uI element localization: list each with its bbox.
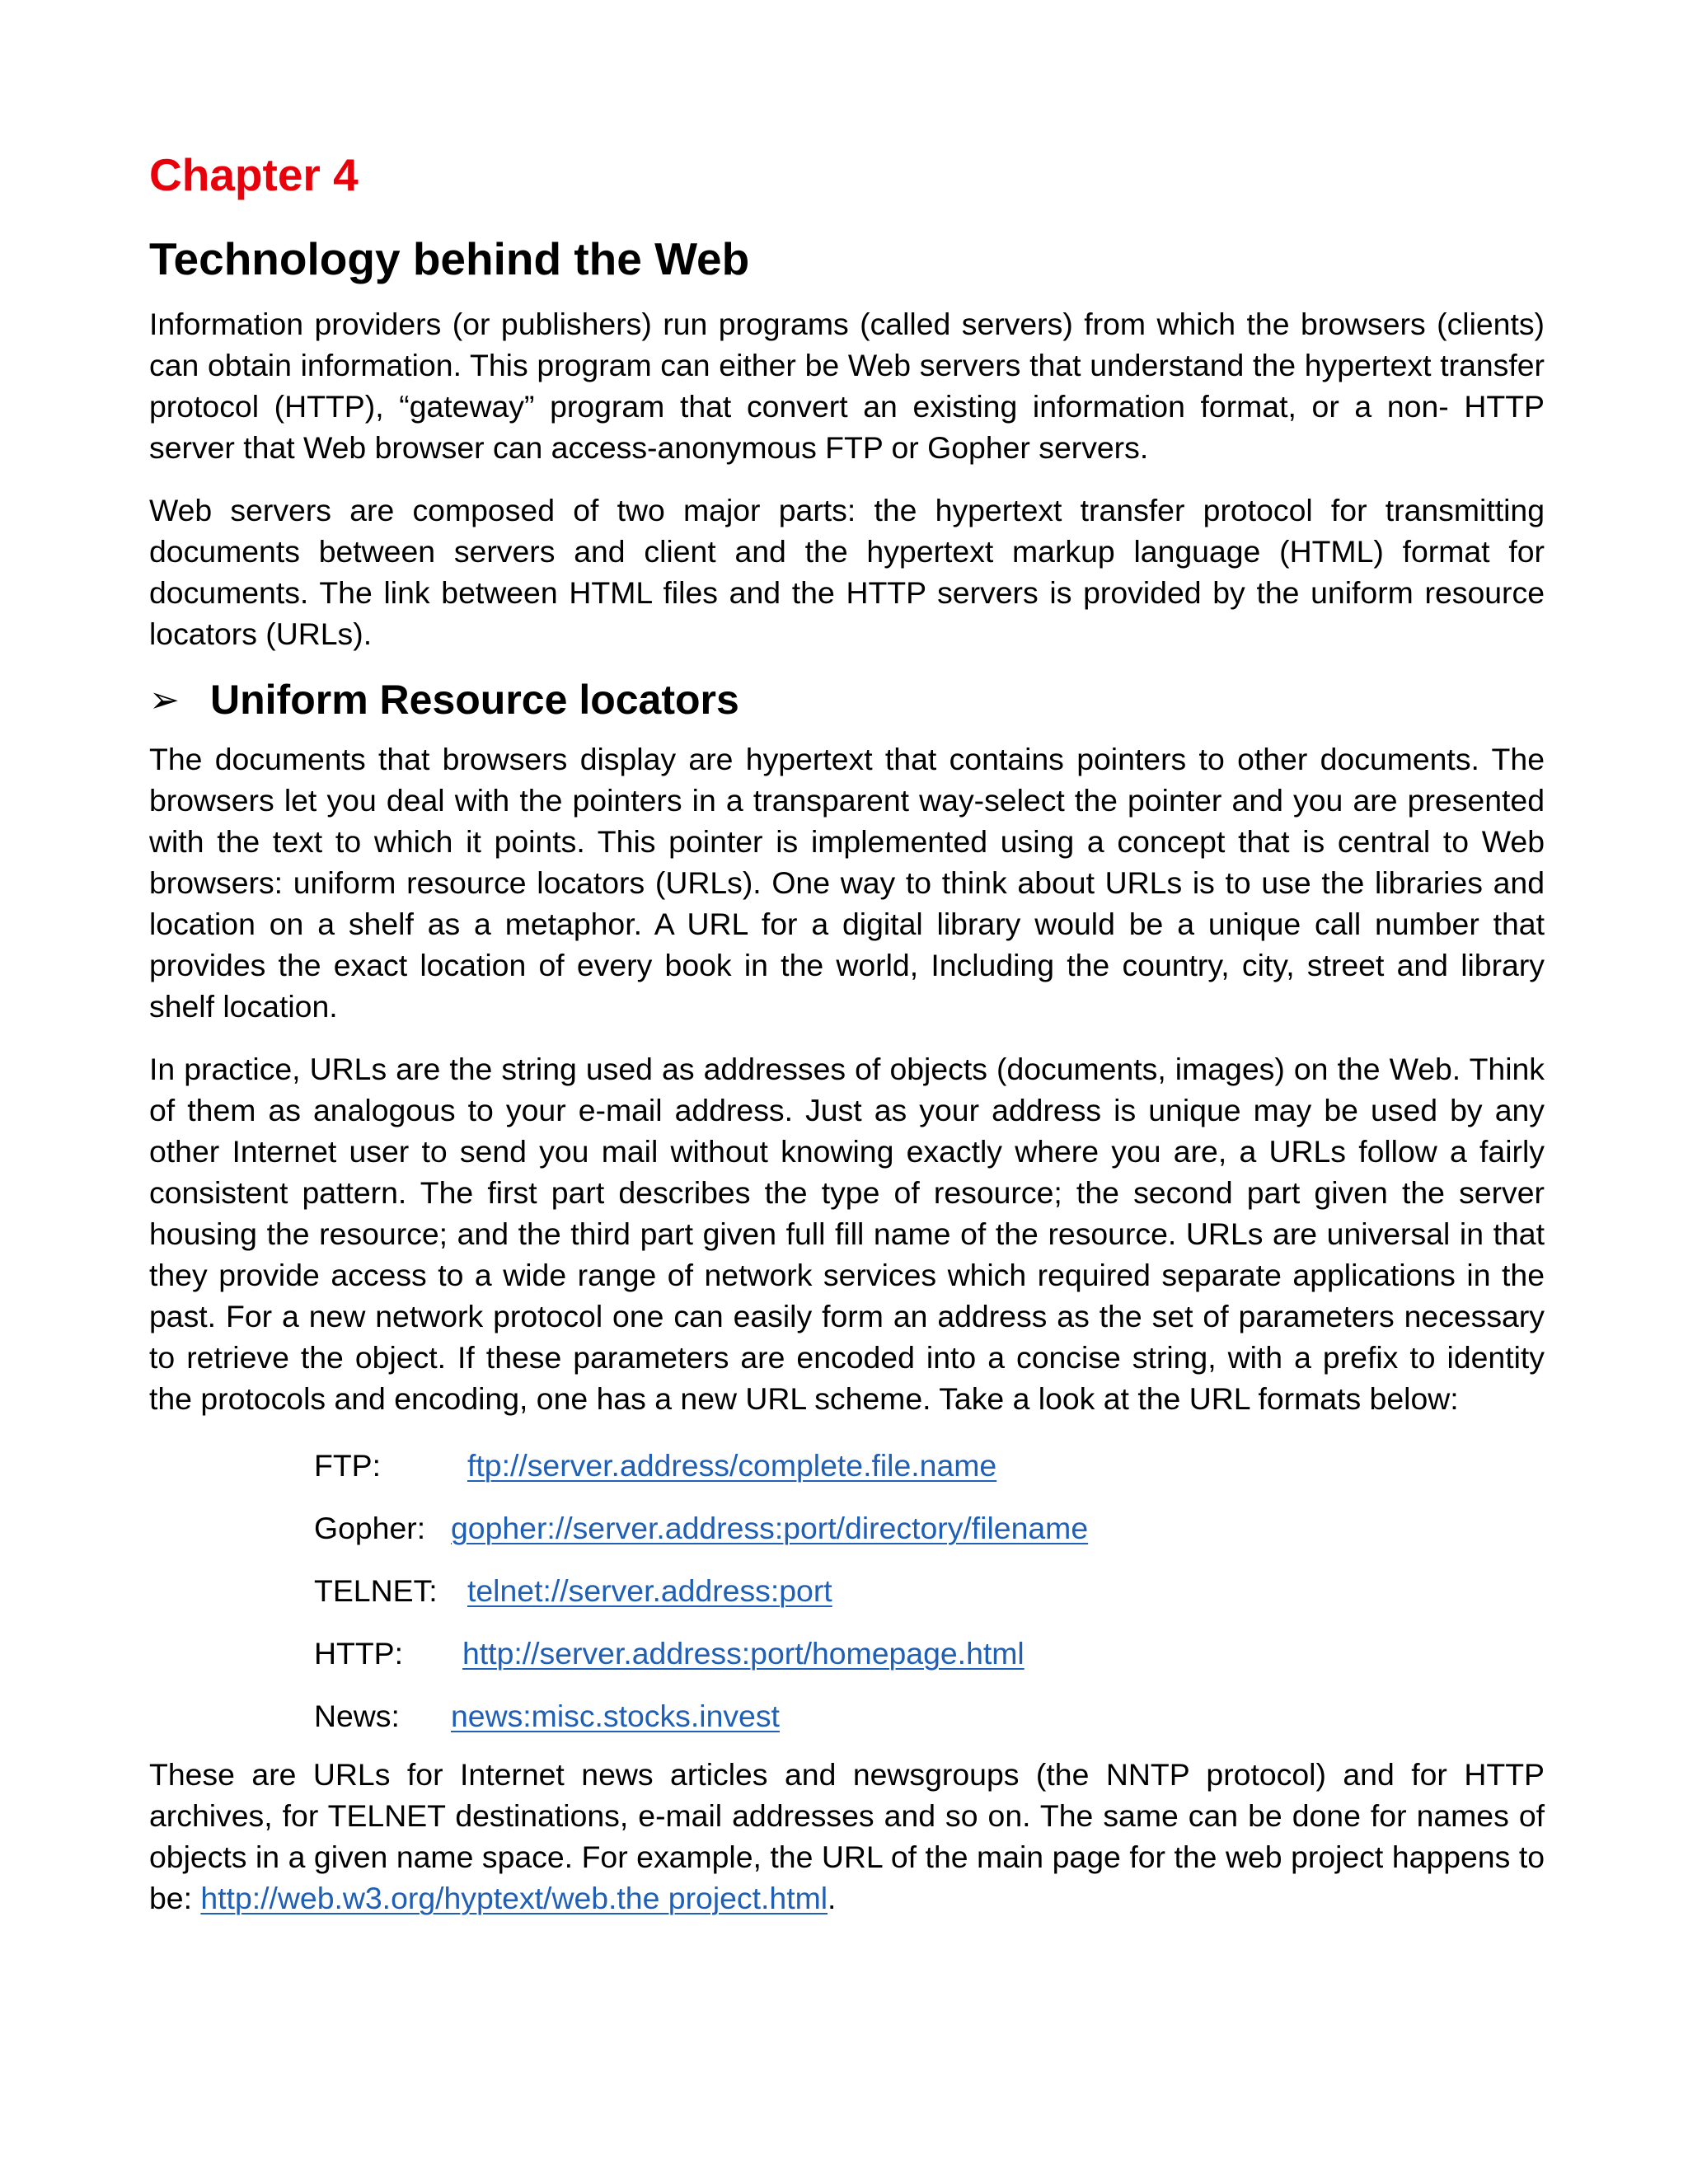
url-format-row xyxy=(314,1434,1545,1497)
arrow-bullet-icon: ➢ xyxy=(149,678,180,721)
section-title: Uniform Resource locators xyxy=(210,677,739,723)
page-title: Technology behind the Web xyxy=(149,233,750,284)
w3-project-link[interactable]: http://web.w3.org/hyptext/web.the project.html xyxy=(200,1881,828,1915)
closing-period: . xyxy=(828,1881,837,1915)
url-format-label: FTP: xyxy=(314,1447,382,1483)
section-heading xyxy=(149,671,1545,729)
url-format-row xyxy=(314,1622,1545,1685)
url-format-row xyxy=(314,1559,1545,1622)
url-format-label: HTTP: xyxy=(314,1635,404,1671)
paragraph-web-servers: Web servers are composed of two major parts: the hypertext transfer protocol for transmitting documents between servers and client and the hypertext markup language (HTML) format for documents. The link between HTML files and the HTTP servers is provided by the uniform resource locators (URLs). xyxy=(149,493,1545,651)
paragraph-urls-intro: The documents that browsers display are hypertext that contains pointers to other documents. The browsers let you deal with the pointers in a transparent way-select the pointer and you are presented with the text to which it points. This pointer is implemented using a concept that is central to Web browsers: uniform resource locators (URLs). One way to think about URLs is to use the libraries and location on a shelf as a metaphor. A URL for a digital library would be a unique call number that provides the exact location of every book in the world, Including the country, city, street and library shelf location. xyxy=(149,742,1545,1024)
url-format-link[interactable]: news:misc.stocks.invest xyxy=(451,1698,780,1733)
paragraph-closing xyxy=(149,1754,1545,1919)
url-format-link[interactable]: telnet://server.address:port xyxy=(467,1572,832,1608)
chapter-label: Chapter 4 xyxy=(149,149,359,200)
url-format-list xyxy=(314,1434,1545,1747)
url-format-link[interactable]: ftp://server.address/complete.file.name xyxy=(467,1447,997,1483)
url-format-label: Gopher: xyxy=(314,1510,426,1545)
document-page xyxy=(149,148,1545,1919)
paragraph-urls-practice: In practice, URLs are the string used as addresses of objects (documents, images) on the Web. Think of them as analogous to your e-mail address. Just as your address is unique may be used by any other Internet user to send you mail without knowing exactly where you are, a URLs follow a fairly consistent pattern. The first part describes the type of resource; the second part given the server housing the resource; and the third part given full fill name of the resource. URLs are universal in that they provide access to a wide range of network services which required separate applications in the past. For a new network protocol one can easily form an address as the set of parameters necessary to retrieve the object. If these parameters are encoded into a concise string, with a prefix to identity the protocols and encoding, one has a new URL scheme. Take a look at the URL formats below: xyxy=(149,1052,1545,1416)
url-format-link[interactable]: gopher://server.address:port/directory/filename xyxy=(451,1510,1089,1545)
url-format-row xyxy=(314,1497,1545,1559)
closing-text: These are URLs for Internet news articles and newsgroups (the NNTP protocol) and for HTTP archives, for TELNET destinations, e-mail addresses and so on. The same can be done for names of objects in a given name space. For example, the URL of the main page for the web project happens to be: xyxy=(149,1757,1545,1915)
paragraph-intro: Information providers (or publishers) run programs (called servers) from which the browsers (clients) can obtain information. This program can either be Web servers that understand the hypertext transfer protocol (HTTP), “gateway” program that convert an existing information format, or a non- HTTP server that Web browser can access-anonymous FTP or Gopher servers. xyxy=(149,307,1545,465)
url-format-link[interactable]: http://server.address:port/homepage.html xyxy=(462,1635,1025,1671)
url-format-row xyxy=(314,1685,1545,1747)
url-format-label: TELNET: xyxy=(314,1572,438,1608)
url-format-label: News: xyxy=(314,1698,400,1733)
